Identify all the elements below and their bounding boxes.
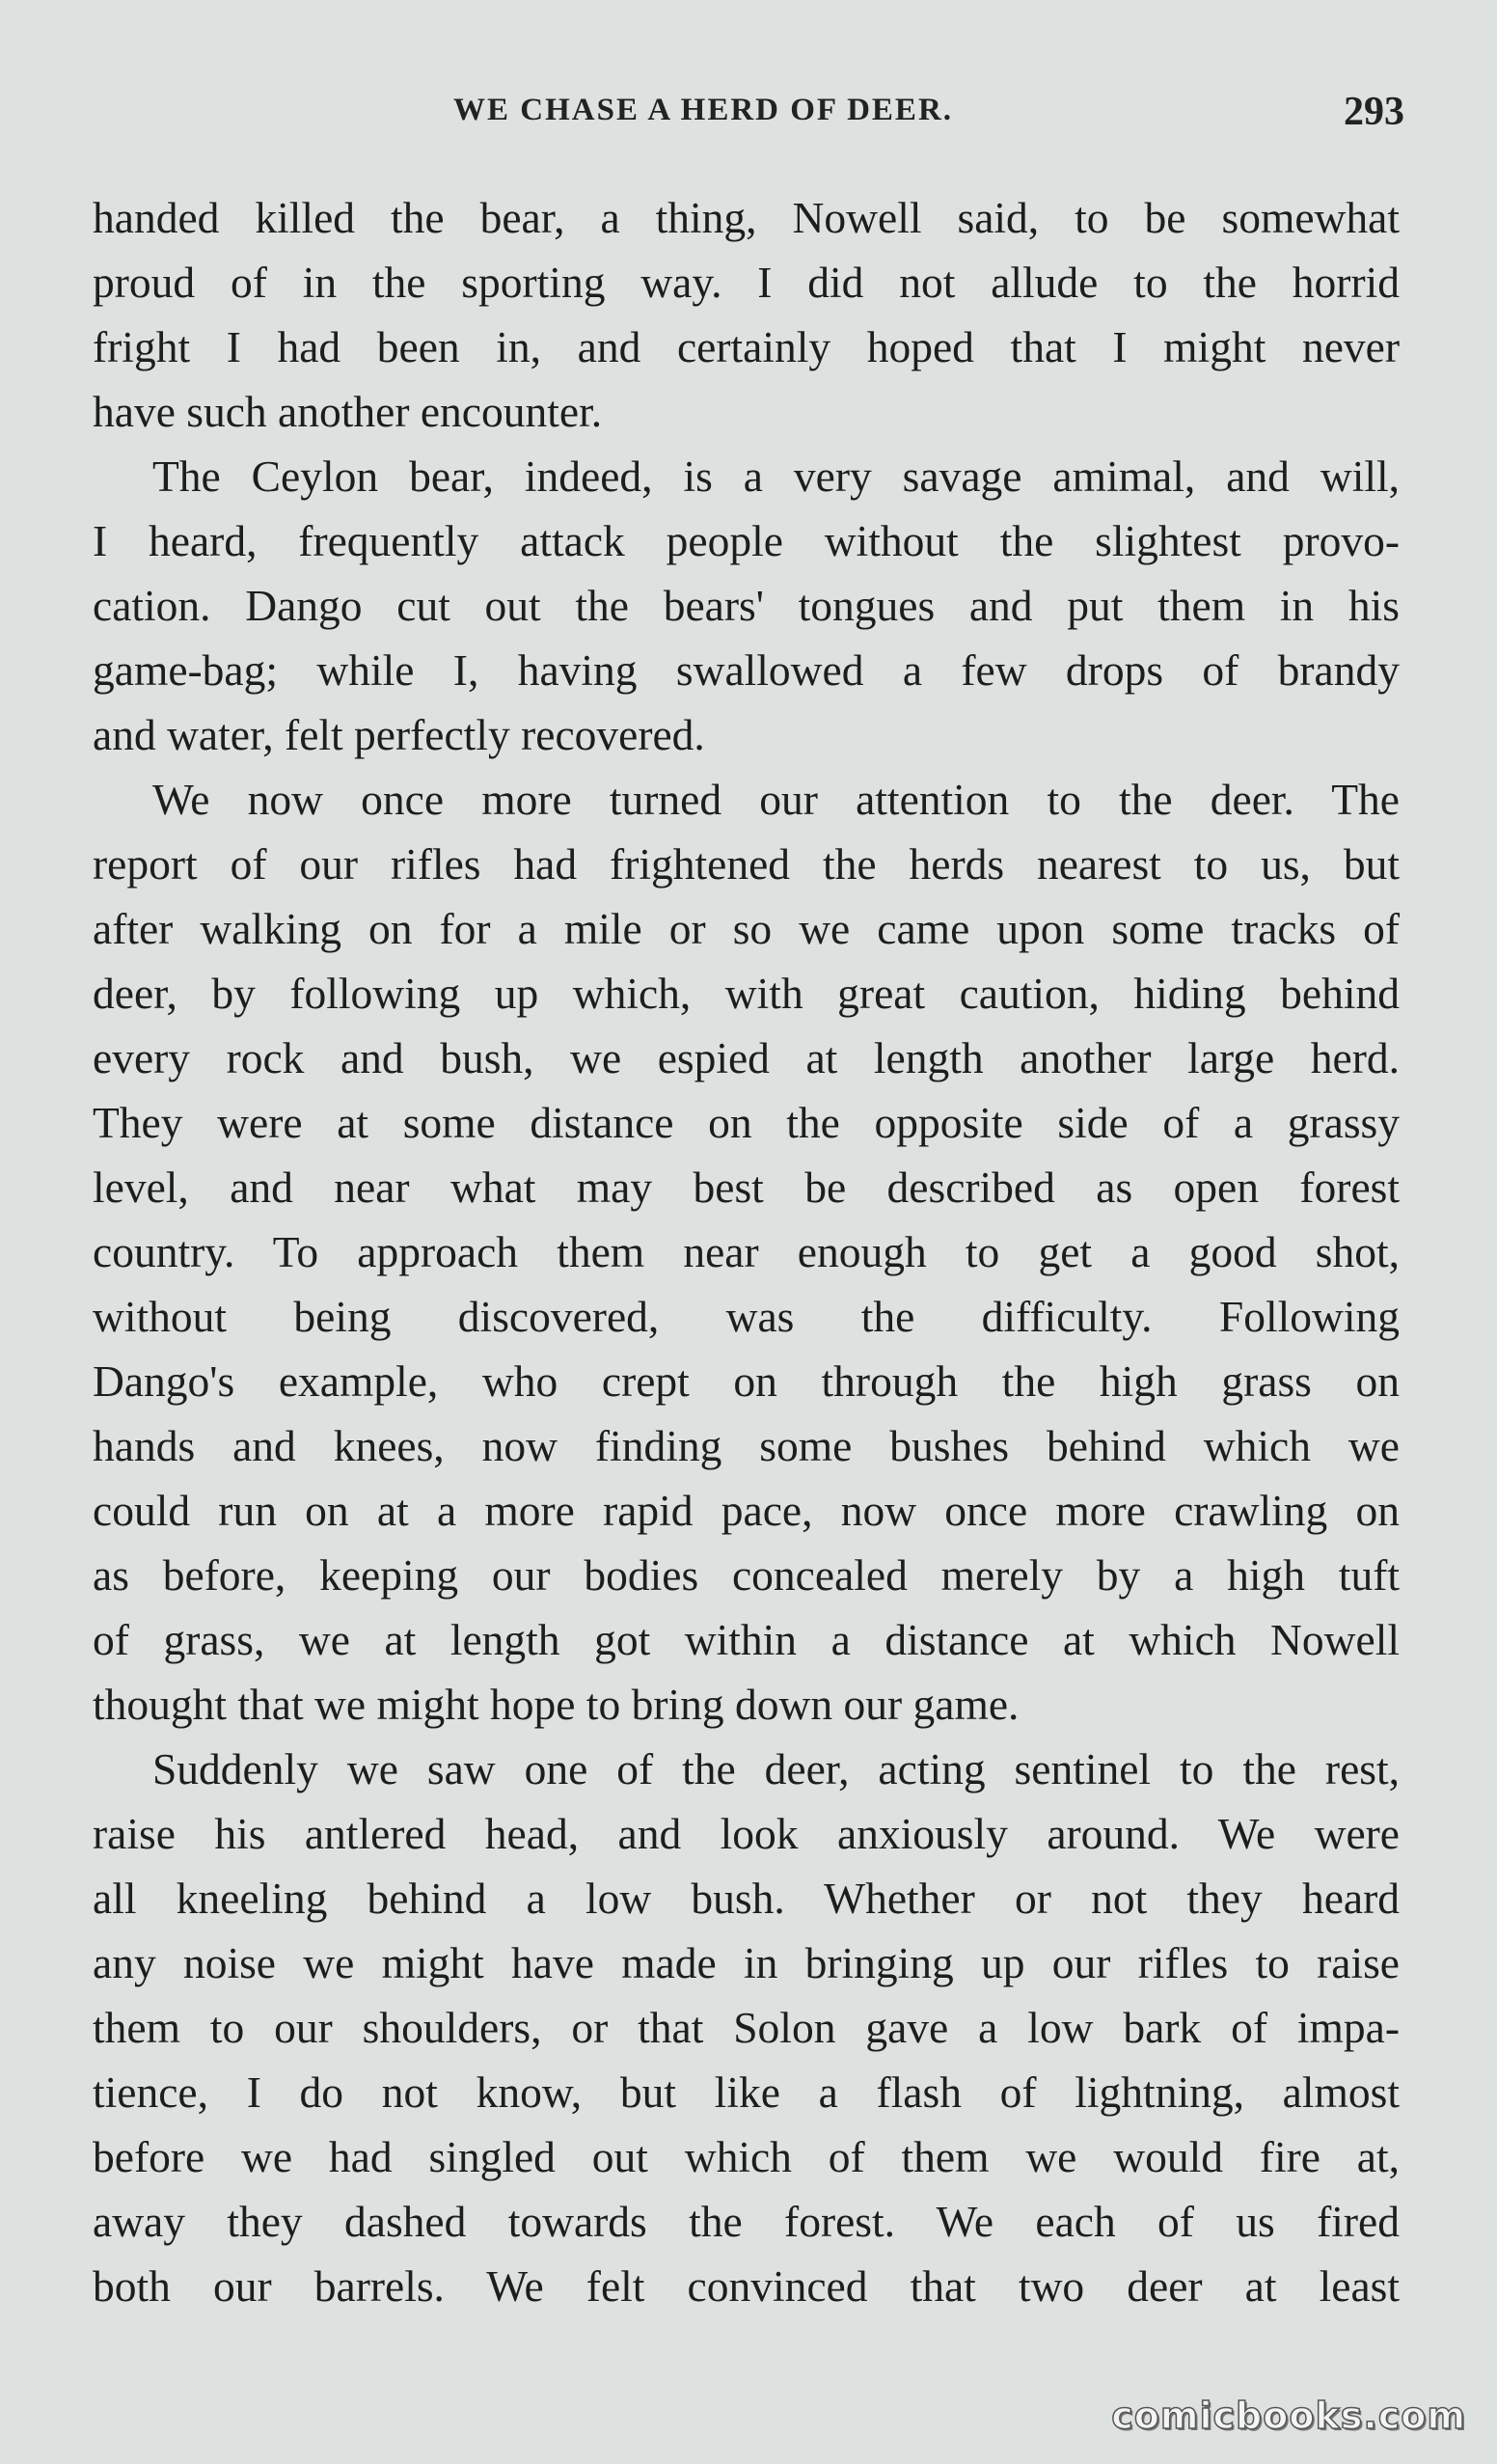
text-line: away they dashed towards the forest. We each of us fired [93, 2197, 1400, 2246]
text-line: game-bag; while I, having swallowed a few drops of brandy [93, 645, 1400, 695]
text-line: Suddenly we saw one of the deer, acting sentinel to the rest, [152, 1744, 1400, 1793]
text-line: any noise we might have made in bringing up our rifles to raise [93, 1938, 1400, 1987]
body-text [93, 185, 1400, 2318]
text-line: We now once more turned our attention to the deer. The [152, 775, 1400, 824]
text-line: all kneeling behind a low bush. Whether or not they heard [93, 1874, 1400, 1923]
text-line: and water, felt perfectly recovered. [93, 710, 705, 759]
text-line: deer, by following up which, with great caution, hiding behind [93, 969, 1400, 1018]
text-line: before we had singled out which of them we would fire at, [93, 2132, 1400, 2181]
text-line: Dango's example, who crept on through the high grass on [93, 1356, 1400, 1406]
paragraph [93, 1737, 1400, 2318]
text-line: of grass, we at length got within a distance at which Nowell [93, 1615, 1400, 1664]
text-line: without being discovered, was the difficulty. Following [93, 1292, 1400, 1341]
text-line: They were at some distance on the opposite side of a grassy [93, 1098, 1400, 1147]
text-line: country. To approach them near enough to get a good shot, [93, 1227, 1400, 1276]
text-line: fright I had been in, and certainly hoped that I might never [93, 322, 1400, 371]
text-line: after walking on for a mile or so we came upon some tracks of [93, 904, 1400, 953]
text-line: every rock and bush, we espied at length another large herd. [93, 1033, 1400, 1082]
text-line: The Ceylon bear, indeed, is a very savage amimal, and will, [152, 452, 1400, 501]
text-line: have such another encounter. [93, 387, 603, 436]
text-line: hands and knees, now finding some bushes behind which we [93, 1421, 1400, 1470]
text-line: as before, keeping our bodies concealed merely by a high tuft [93, 1550, 1400, 1600]
text-line: cation. Dango cut out the bears' tongues and put them in his [93, 581, 1400, 630]
text-line: could run on at a more rapid pace, now once more crawling on [93, 1486, 1400, 1535]
text-line: report of our rifles had frightened the herds nearest to us, but [93, 839, 1400, 889]
paragraph [93, 185, 1400, 444]
text-line: both our barrels. We felt convinced that two deer at least [93, 2261, 1400, 2311]
text-line: level, and near what may best be described as open forest [93, 1163, 1400, 1212]
text-line: them to our shoulders, or that Solon gave a low bark of impa- [93, 2003, 1400, 2052]
paragraph [93, 444, 1400, 767]
text-line: raise his antlered head, and look anxiously around. We were [93, 1809, 1400, 1858]
text-line: proud of in the sporting way. I did not allude to the horrid [93, 258, 1400, 307]
text-line: handed killed the bear, a thing, Nowell said, to be somewhat [93, 193, 1400, 242]
paragraph [93, 767, 1400, 1737]
page-number: 293 [1344, 90, 1404, 134]
running-head: WE CHASE A HERD OF DEER. [453, 93, 954, 127]
text-line: I heard, frequently attack people without the slightest provo- [93, 516, 1400, 565]
watermark-logo: comicbooks.com [1111, 2395, 1466, 2437]
text-line: thought that we might hope to bring down our game. [93, 1680, 1020, 1729]
text-line: tience, I do not know, but like a flash of lightning, almost [93, 2067, 1400, 2117]
